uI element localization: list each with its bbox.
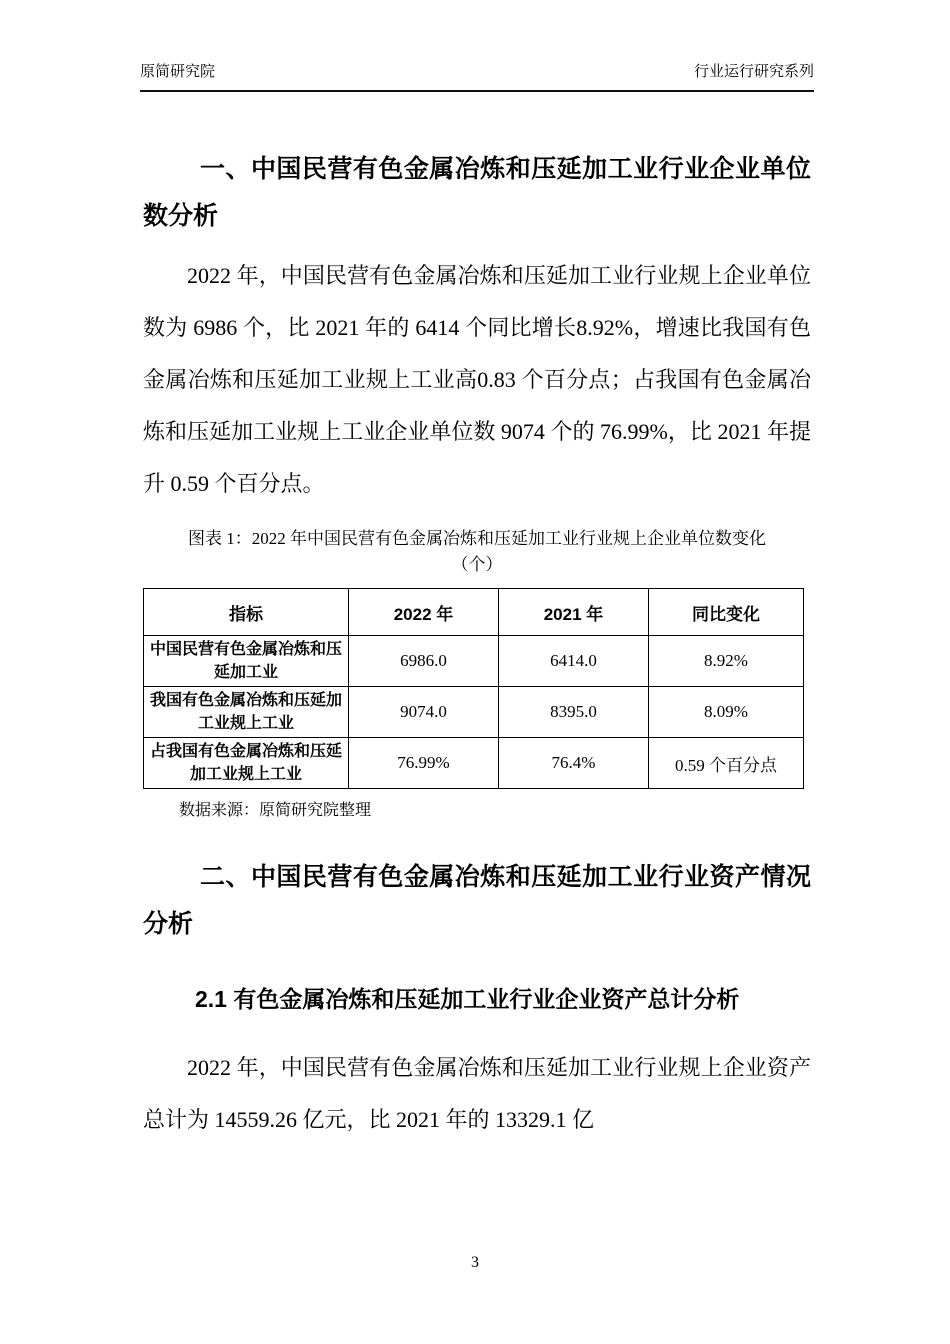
table-cell-2022: 6986.0 <box>349 636 499 687</box>
table-cell-change: 8.92% <box>649 636 804 687</box>
header-right-text: 行业运行研究系列 <box>693 63 814 80</box>
table-cell-label: 占我国有色金属冶炼和压延加工业规上工业 <box>144 738 349 789</box>
table-header-row <box>144 589 804 636</box>
table-cell-2021: 6414.0 <box>499 636 649 687</box>
header-left-text: 原简研究院 <box>140 63 216 80</box>
section1-title: 一、中国民营有色金属冶炼和压延加工业行业企业单位数分析 <box>143 155 811 230</box>
table-header-2022: 2022 年 <box>349 589 499 636</box>
table-cell-change: 0.59 个百分点 <box>649 738 804 789</box>
table-cell-change: 8.09% <box>649 687 804 738</box>
table-cell-2021: 8395.0 <box>499 687 649 738</box>
data-source-note: 数据来源：原简研究院整理 <box>179 802 372 819</box>
table-row <box>144 738 804 789</box>
table-cell-label: 中国民营有色金属冶炼和压延加工业 <box>144 636 349 687</box>
section1-paragraph: 2022 年，中国民营有色金属冶炼和压延加工业行业规上企业单位数为 6986 个，比 2021 年的 6414 个同比增长8.92%，增速比我国有色金属冶炼和压延加工业规上工业高0.83 个百分点；占我国有色金属冶炼和压延加工业规上工业企业单位数 9074 个的 76.99%，比 2021 年提升 0.59 个百分点。 <box>143 263 811 496</box>
table-row <box>144 636 804 687</box>
page-header <box>140 60 814 92</box>
table-cell-label: 我国有色金属冶炼和压延加工业规上工业 <box>144 687 349 738</box>
table-header-indicator: 指标 <box>144 589 349 636</box>
table-header-change: 同比变化 <box>649 589 804 636</box>
section2-title: 二、中国民营有色金属冶炼和压延加工业行业资产情况分析 <box>143 863 811 938</box>
figure1-caption-line2: （个） <box>451 555 503 574</box>
page-content <box>143 118 811 1146</box>
table-row <box>144 687 804 738</box>
figure1-data-table <box>143 588 804 789</box>
figure1-caption-line1: 图表 1：2022 年中国民营有色金属冶炼和压延加工业行业规上企业单位数变化 <box>188 529 766 548</box>
page-number: 3 <box>471 1254 479 1271</box>
figure1-caption <box>143 526 811 578</box>
section2-paragraph: 2022 年，中国民营有色金属冶炼和压延加工业行业规上企业资产总计为 14559.26 亿元，比 2021 年的 13329.1 亿 <box>143 1055 811 1132</box>
table-cell-2022: 9074.0 <box>349 687 499 738</box>
table-cell-2022: 76.99% <box>349 738 499 789</box>
table-cell-2021: 76.4% <box>499 738 649 789</box>
section2-subtitle: 2.1 有色金属冶炼和压延加工业行业企业资产总计分析 <box>195 986 740 1012</box>
table-header-2021: 2021 年 <box>499 589 649 636</box>
